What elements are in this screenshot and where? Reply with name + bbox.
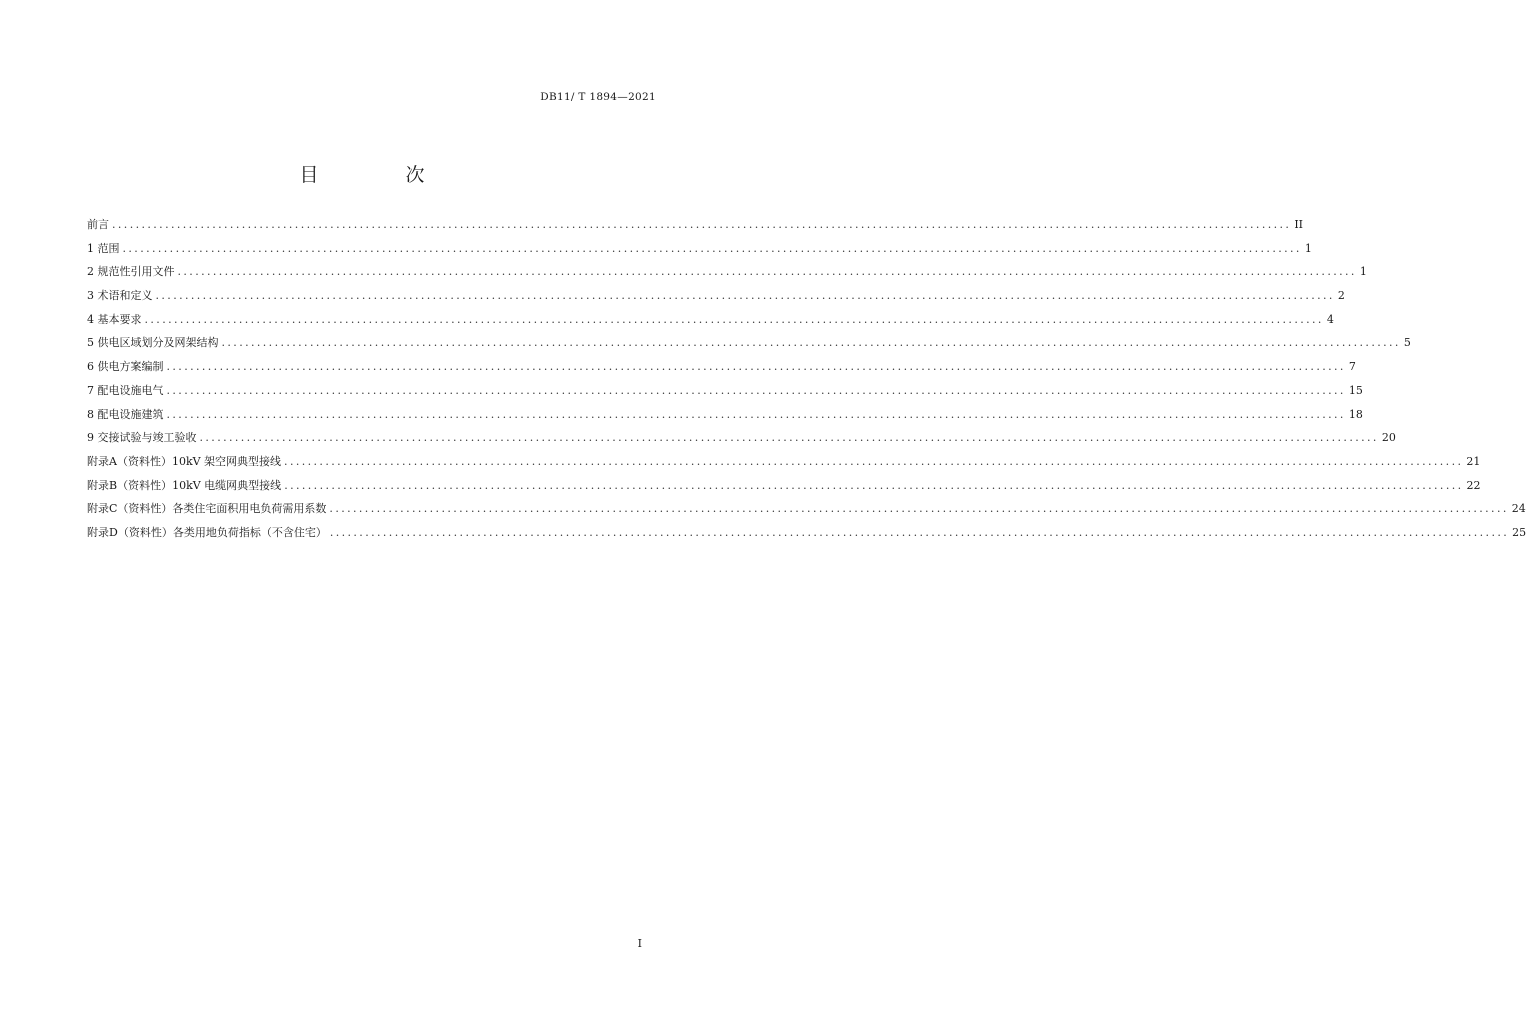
toc-leader-dots: ........................................................................................................................................................................................................ <box>166 383 1346 397</box>
toc-entry-page: 25 <box>1512 525 1526 539</box>
toc-entry-label: 4 基本要求 <box>87 312 142 326</box>
toc-entry-7[interactable] <box>87 382 1363 406</box>
toc-leader-dots: ........................................................................................................................................................................................................ <box>221 336 1401 350</box>
toc-leader-dots: ........................................................................................................................................................................................................ <box>166 407 1346 421</box>
toc-entry-8[interactable] <box>87 406 1363 430</box>
toc-leader-dots: ........................................................................................................................................................................................................ <box>166 360 1346 374</box>
toc-entry-label: 附录B（资料性）10kV 电缆网典型接线 <box>87 478 282 492</box>
toc-entry-page: 5 <box>1403 336 1411 350</box>
toc-entry-page: 1 <box>1359 265 1367 279</box>
toc-entry-6[interactable] <box>87 358 1356 382</box>
toc-entry-label: 1 范围 <box>87 241 120 255</box>
toc-entry-9[interactable] <box>87 429 1396 453</box>
toc-leader-dots: ........................................................................................................................................................................................................ <box>329 502 1509 516</box>
toc-entry-label: 8 配电设施建筑 <box>87 407 164 421</box>
toc-entry-page: 22 <box>1466 478 1481 492</box>
toc-leader-dots: ........................................................................................................................................................................................................ <box>144 312 1324 326</box>
toc-entry-label: 7 配电设施电气 <box>87 383 164 397</box>
toc-entry-page: 18 <box>1348 407 1363 421</box>
toc-leader-dots: ........................................................................................................................................................................................................ <box>177 265 1357 279</box>
toc-entry-appendix-d[interactable] <box>87 524 1526 548</box>
toc-entry-foreword[interactable] <box>87 216 1304 240</box>
toc-entry-label: 附录C（资料性）各类住宅面积用电负荷需用系数 <box>87 502 327 516</box>
page-number: I <box>637 937 642 950</box>
toc-entry-3[interactable] <box>87 287 1345 311</box>
toc-entry-page: 20 <box>1381 431 1396 445</box>
toc-leader-dots: ........................................................................................................................................................................................................ <box>155 289 1335 303</box>
toc-entry-page: 2 <box>1337 289 1345 303</box>
toc-entry-label: 2 规范性引用文件 <box>87 265 175 279</box>
standard-code: DB11/ T 1894—2021 <box>540 91 656 103</box>
toc-leader-dots: ........................................................................................................................................................................................................ <box>284 454 1464 468</box>
toc-entry-5[interactable] <box>87 334 1411 358</box>
toc-entry-page: 24 <box>1511 502 1526 516</box>
toc-title: 目 次 <box>299 164 459 186</box>
toc-leader-dots: ........................................................................................................................................................................................................ <box>284 478 1464 492</box>
toc-entry-label: 3 术语和定义 <box>87 289 153 303</box>
toc-entry-label: 6 供电方案编制 <box>87 360 164 374</box>
toc-entry-page: 1 <box>1304 241 1312 255</box>
toc-list <box>87 216 1526 548</box>
toc-entry-page: 4 <box>1326 312 1334 326</box>
toc-leader-dots: ........................................................................................................................................................................................................ <box>329 525 1510 539</box>
toc-entry-label: 9 交接试验与竣工验收 <box>87 431 197 445</box>
toc-entry-label: 附录A（资料性）10kV 架空网典型接线 <box>87 454 282 468</box>
toc-entry-label: 5 供电区域划分及网架结构 <box>87 336 219 350</box>
toc-entry-appendix-c[interactable] <box>87 500 1526 524</box>
toc-entry-4[interactable] <box>87 311 1334 335</box>
toc-entry-page: 7 <box>1348 360 1356 374</box>
toc-entry-label: 前言 <box>87 218 109 231</box>
toc-entry-appendix-b[interactable] <box>87 477 1481 501</box>
toc-entry-page: 15 <box>1348 383 1363 397</box>
toc-entry-appendix-a[interactable] <box>87 453 1481 477</box>
toc-entry-label: 附录D（资料性）各类用地负荷指标（不含住宅） <box>87 525 327 539</box>
toc-entry-2[interactable] <box>87 263 1367 287</box>
toc-entry-page: 21 <box>1466 454 1481 468</box>
toc-leader-dots: ........................................................................................................................................................................................................ <box>122 241 1302 255</box>
toc-entry-1[interactable] <box>87 240 1312 264</box>
toc-leader-dots: ........................................................................................................................................................................................................ <box>112 218 1292 231</box>
toc-leader-dots: ........................................................................................................................................................................................................ <box>199 431 1379 445</box>
toc-entry-page: II <box>1294 218 1304 231</box>
